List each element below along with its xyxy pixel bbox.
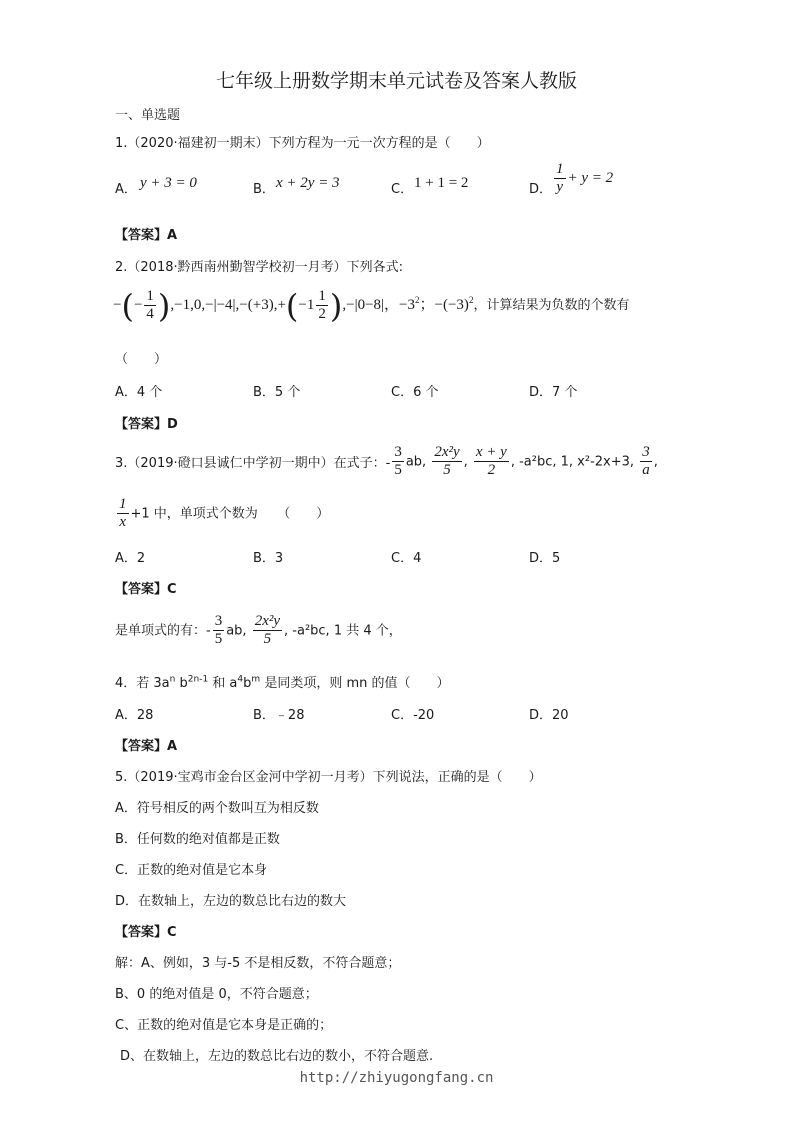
q1-option-a-label: A． — [115, 182, 137, 197]
q2-option-b: B．5 个 — [253, 385, 301, 400]
q5-answer: 【答案】C — [115, 925, 177, 940]
q3-ef1-numerator: 3 — [213, 613, 225, 631]
q3-ef1-tail: ab, — [226, 623, 247, 639]
q3-f1-tail: ab, — [405, 454, 427, 470]
q4-option-a: A．28 — [115, 708, 154, 723]
q3-f3-numerator: x + y — [474, 444, 509, 462]
q3-line-2 — [115, 496, 329, 532]
q2-option-c: C．6 个 — [391, 385, 439, 400]
q2-paren: （ ） — [115, 352, 168, 367]
q5-solution-3: C、正数的绝对值是它本身是正确的； — [115, 1018, 333, 1033]
q2-e1-numerator: 1 — [144, 288, 156, 306]
q3-explanation — [115, 613, 402, 649]
q1-option-b: x + 2y = 3 — [276, 175, 340, 191]
q1-option-d-label: D． — [529, 182, 553, 197]
q3-f2-denominator: 5 — [443, 462, 451, 479]
q4-answer: 【答案】A — [115, 739, 178, 754]
q3-option-d: D．5 — [529, 551, 561, 566]
q5-solution-1: 解：A、例如，3 与-5 不是相反数，不符合题意； — [115, 956, 401, 971]
q1-option-c-label: C． — [391, 182, 414, 197]
q3-f5-numerator: 1 — [117, 496, 129, 514]
q3-ef2-tail: , -a²bc, 1 共 4 个， — [284, 623, 402, 639]
q1-option-c: 1 + 1 = 2 — [414, 175, 469, 191]
q1-d-denominator: y — [556, 179, 564, 196]
q2-e5: −3 — [399, 297, 416, 314]
q2-e6: ；−(−3) — [419, 297, 469, 314]
q5-option-d: D．在数轴上，左边的数总比右边的数大 — [115, 894, 347, 909]
question-1-stem: 1.（2020·福建初一期末）下列方程为一元一次方程的是（ ） — [115, 136, 490, 151]
q3-f3-tail: , -a²bc, 1, x²-2x+3, — [510, 454, 635, 470]
q2-option-a: A．4 个 — [115, 385, 163, 400]
q1-option-d — [552, 161, 613, 197]
q1-option-b-label: B． — [253, 182, 275, 197]
q3-f4-tail: , — [653, 454, 658, 470]
q3-f1-denominator: 5 — [394, 462, 402, 479]
q2-e3-int: −1 — [298, 297, 315, 314]
q5-option-b: B．任何数的绝对值都是正数 — [115, 832, 280, 847]
q3-f1-numerator: 3 — [392, 444, 404, 462]
q3-explain-head: 是单项式的有：- — [115, 623, 211, 639]
q4-stem-d: b — [243, 676, 252, 691]
q1-d-rest: + y = 2 — [567, 170, 614, 187]
q3-option-a: A．2 — [115, 551, 146, 566]
q3-f2-tail: , — [463, 454, 468, 470]
q2-e6-exp: 2 — [468, 295, 474, 306]
q3-option-b: B．3 — [253, 551, 284, 566]
q4-sup-m: m — [251, 674, 261, 685]
q3-f4-numerator: 3 — [640, 444, 652, 462]
q2-answer: 【答案】D — [115, 417, 178, 432]
q4-sup-4: 4 — [237, 674, 244, 685]
page-title: 七年级上册数学期末单元试卷及答案人教版 — [215, 70, 577, 92]
q4-sup-2n-1: 2n-1 — [187, 674, 209, 685]
q5-solution-4: D、在数轴上，左边的数总比右边的数小，不符合题意. — [120, 1049, 434, 1064]
q2-expressions: −(− $\frac{1}{4}$ ),−1,0,−|−4|,−(+3),+(−1 $\frac{1}{2}$ ),−|0−8|，$-3^2$；$-(-3)^2$，计算结果为负数的个数有 — [113, 286, 630, 325]
q5-option-a: A．符号相反的两个数叫互为相反数 — [115, 801, 319, 816]
q2-e4: ,−|0−8|， — [342, 297, 400, 314]
q3-f5-tail: +1 中，单项式个数为 （ ） — [130, 506, 330, 522]
q3-ef2-denominator: 5 — [263, 631, 272, 648]
question-4-stem — [115, 672, 450, 691]
q4-stem-c: 和 a — [208, 676, 238, 691]
q3-f3-denominator: 2 — [487, 462, 496, 479]
q4-sup-n: n — [169, 674, 176, 685]
question-5-stem: 5.（2019·宝鸡市金台区金河中学初一月考）下列说法，正确的是（ ） — [115, 770, 542, 785]
footer-url[interactable]: http://zhiyugongfang.cn — [299, 1070, 494, 1086]
q3-f5-denominator: x — [119, 514, 127, 531]
q3-line-1 — [115, 444, 658, 480]
q3-f4-denominator: a — [642, 462, 650, 479]
q1-answer: 【答案】A — [115, 228, 178, 243]
q1-d-numerator: 1 — [554, 161, 566, 179]
q2-e1-denominator: 4 — [146, 306, 154, 323]
question-2-stem: 2.（2018·黔西南州勤智学校初一月考）下列各式: — [115, 260, 403, 275]
q4-stem-b: b — [175, 676, 188, 691]
q2-e3-denominator: 2 — [318, 306, 326, 323]
q4-option-b: B．﹣28 — [253, 708, 305, 723]
q5-solution-2: B、0 的绝对值是 0，不符合题意； — [115, 987, 318, 1002]
q4-stem-a: 4．若 3a — [115, 676, 170, 691]
q3-ef1-denominator: 5 — [214, 631, 223, 648]
q4-option-c: C．-20 — [391, 708, 435, 723]
q3-ef2-numerator: 2x²y — [253, 613, 282, 631]
q4-option-d: D．20 — [529, 708, 569, 723]
section-heading: 一、单选题 — [115, 108, 181, 123]
q2-tail: ，计算结果为负数的个数有 — [473, 298, 630, 314]
q2-e5-exp: 2 — [415, 295, 420, 306]
q4-stem-e: 是同类项，则 mn 的值（ ） — [260, 676, 450, 691]
q2-option-d: D．7 个 — [529, 385, 578, 400]
q2-e2: ,−1,0,−|−4|,−(+3),+ — [170, 297, 286, 314]
q3-f2-numerator: 2x²y — [432, 444, 461, 462]
question-3-stem: 3.（2019·磴口县诚仁中学初一期中）在式子：- — [115, 456, 391, 472]
q5-option-c: C．正数的绝对值是它本身 — [115, 863, 268, 878]
q3-option-c: C．4 — [391, 551, 422, 566]
q1-option-a: y + 3 = 0 — [140, 175, 197, 191]
q2-e3-numerator: 1 — [316, 288, 328, 306]
q3-answer: 【答案】C — [115, 582, 177, 597]
